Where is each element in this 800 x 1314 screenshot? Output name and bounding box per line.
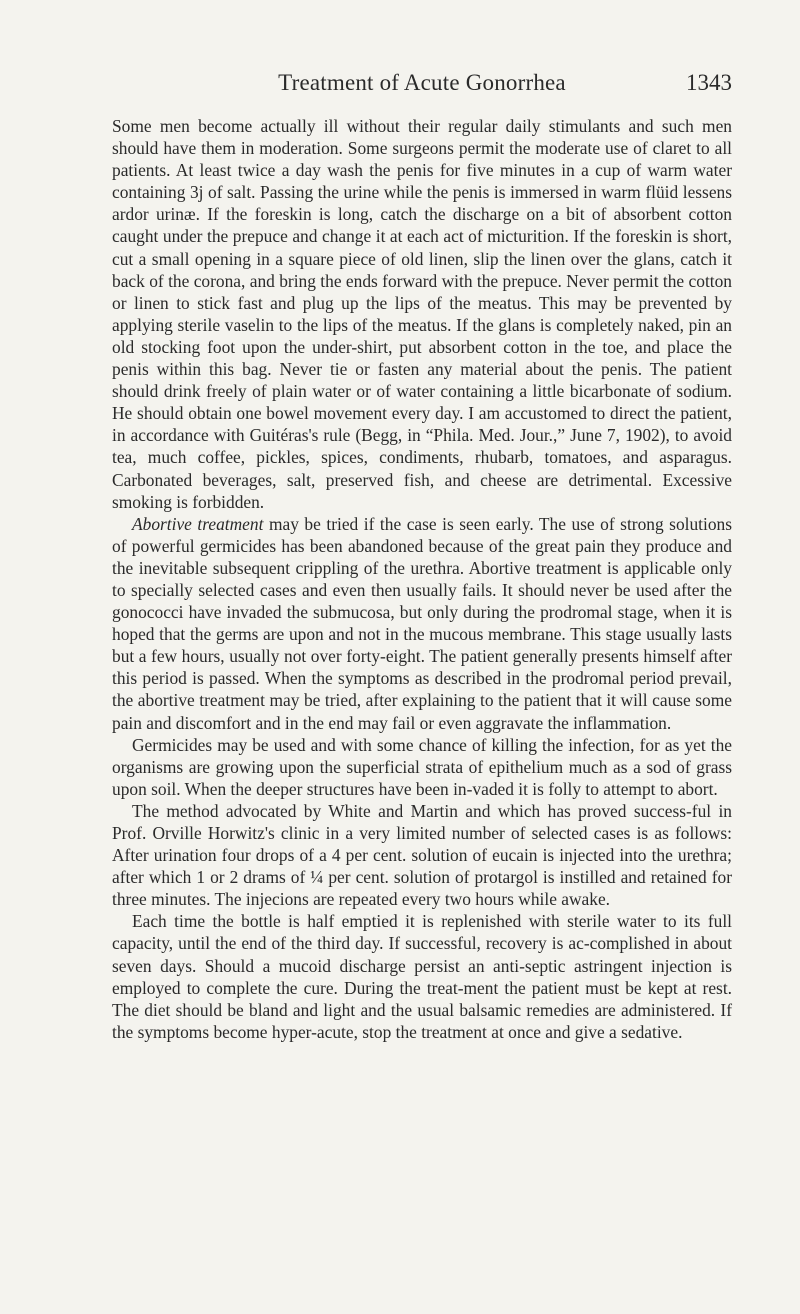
page-title: Treatment of Acute Gonorrhea: [278, 70, 566, 95]
running-head: [112, 70, 732, 104]
paragraph-text: may be tried if the case is seen early. The use of strong solutions of powerful germicides has been abandoned because of the great pain they produce and the inevitable subsequent crippling of the urethra. Abortive treatment is applicable only to specially selected cases and even then usually fails. It should never be used after the gonococci have invaded the submucosa, but only during the prodromal stage, when it is hoped that the germs are upon and not in the mucous membrane. This stage usually lasts but a few hours, usually not over forty-eight. The patient generally presents himself after this period is passed. When the symptoms as described in the prodromal period prevail, the abortive treatment may be tried, after explaining to the patient that it will cause some pain and discomfort and in the end may fail or even aggravate the inflammation.: [112, 513, 732, 733]
paragraph-hygiene: Some men become actually ill without their regular daily stimulants and such men should have them in moderation. Some surgeons permit the moderate use of claret to all patients. At least twice a day wash the penis for five minutes in a cup of warm water containing 3j of salt. Passing the urine while the penis is immersed in warm flüid lessens ardor urinæ. If the foreskin is long, catch the discharge on a bit of absorbent cotton caught under the prepuce and change it at each act of micturition. If the foreskin is short, cut a small opening in a square piece of old linen, slip the linen over the glans, catch it back of the corona, and bring the ends forward with the prepuce. Never permit the cotton or linen to stick fast and plug up the lips of the meatus. This may be prevented by applying sterile vaselin to the lips of the meatus. If the glans is completely naked, pin an old stocking foot upon the under-shirt, put absorbent cotton in the toe, and place the penis within this bag. Never tie or fasten any material about the penis. The patient should drink freely of plain water or of water containing a little bicarbonate of sodium. He should obtain one bowel movement every day. I am accustomed to direct the patient, in accordance with Guitéras's rule (Begg, in “Phila. Med. Jour.,” June 7, 1902), to avoid tea, much coffee, pickles, spices, condiments, rhubarb, tomatoes, and asparagus. Carbonated beverages, salt, preserved fish, and cheese are detrimental. Excessive smoking is forbidden.: [112, 116, 732, 512]
paragraph-germicides: Germicides may be used and with some chance of killing the infection, for as yet the organisms are growing upon the superficial strata of epithelium much as a sod of grass upon soil. When the deeper structures have been in-vaded it is folly to attempt to abort.: [112, 734, 732, 799]
page-number: 1343: [686, 70, 732, 95]
paragraph-method: The method advocated by White and Martin and which has proved success-ful in Prof. Orville Horwitz's clinic in a very limited number of selected cases is as follows: After urination four drops of a 4 per cent. solution of eucain is injected into the urethra; after which 1 or 2 drams of ¼ per cent. solution of protargol is instilled and retained for three minutes. The injecions are repeated every two hours while awake.: [112, 800, 732, 910]
paragraph-abortive-treatment: [112, 513, 732, 734]
italic-term: Abortive treatment: [132, 513, 264, 534]
body-text: [112, 115, 732, 1043]
paragraph-replenish: Each time the bottle is half emptied it is replenished with sterile water to its full capacity, until the end of the third day. If successful, recovery is ac-complished in about seven days. Should a mucoid discharge persist an anti-septic astringent injection is employed to complete the cure. During the treat-ment the patient must be kept at rest. The diet should be bland and light and the usual balsamic remedies are administered. If the symptoms become hyper-acute, stop the treatment at once and give a sedative.: [112, 911, 732, 1042]
